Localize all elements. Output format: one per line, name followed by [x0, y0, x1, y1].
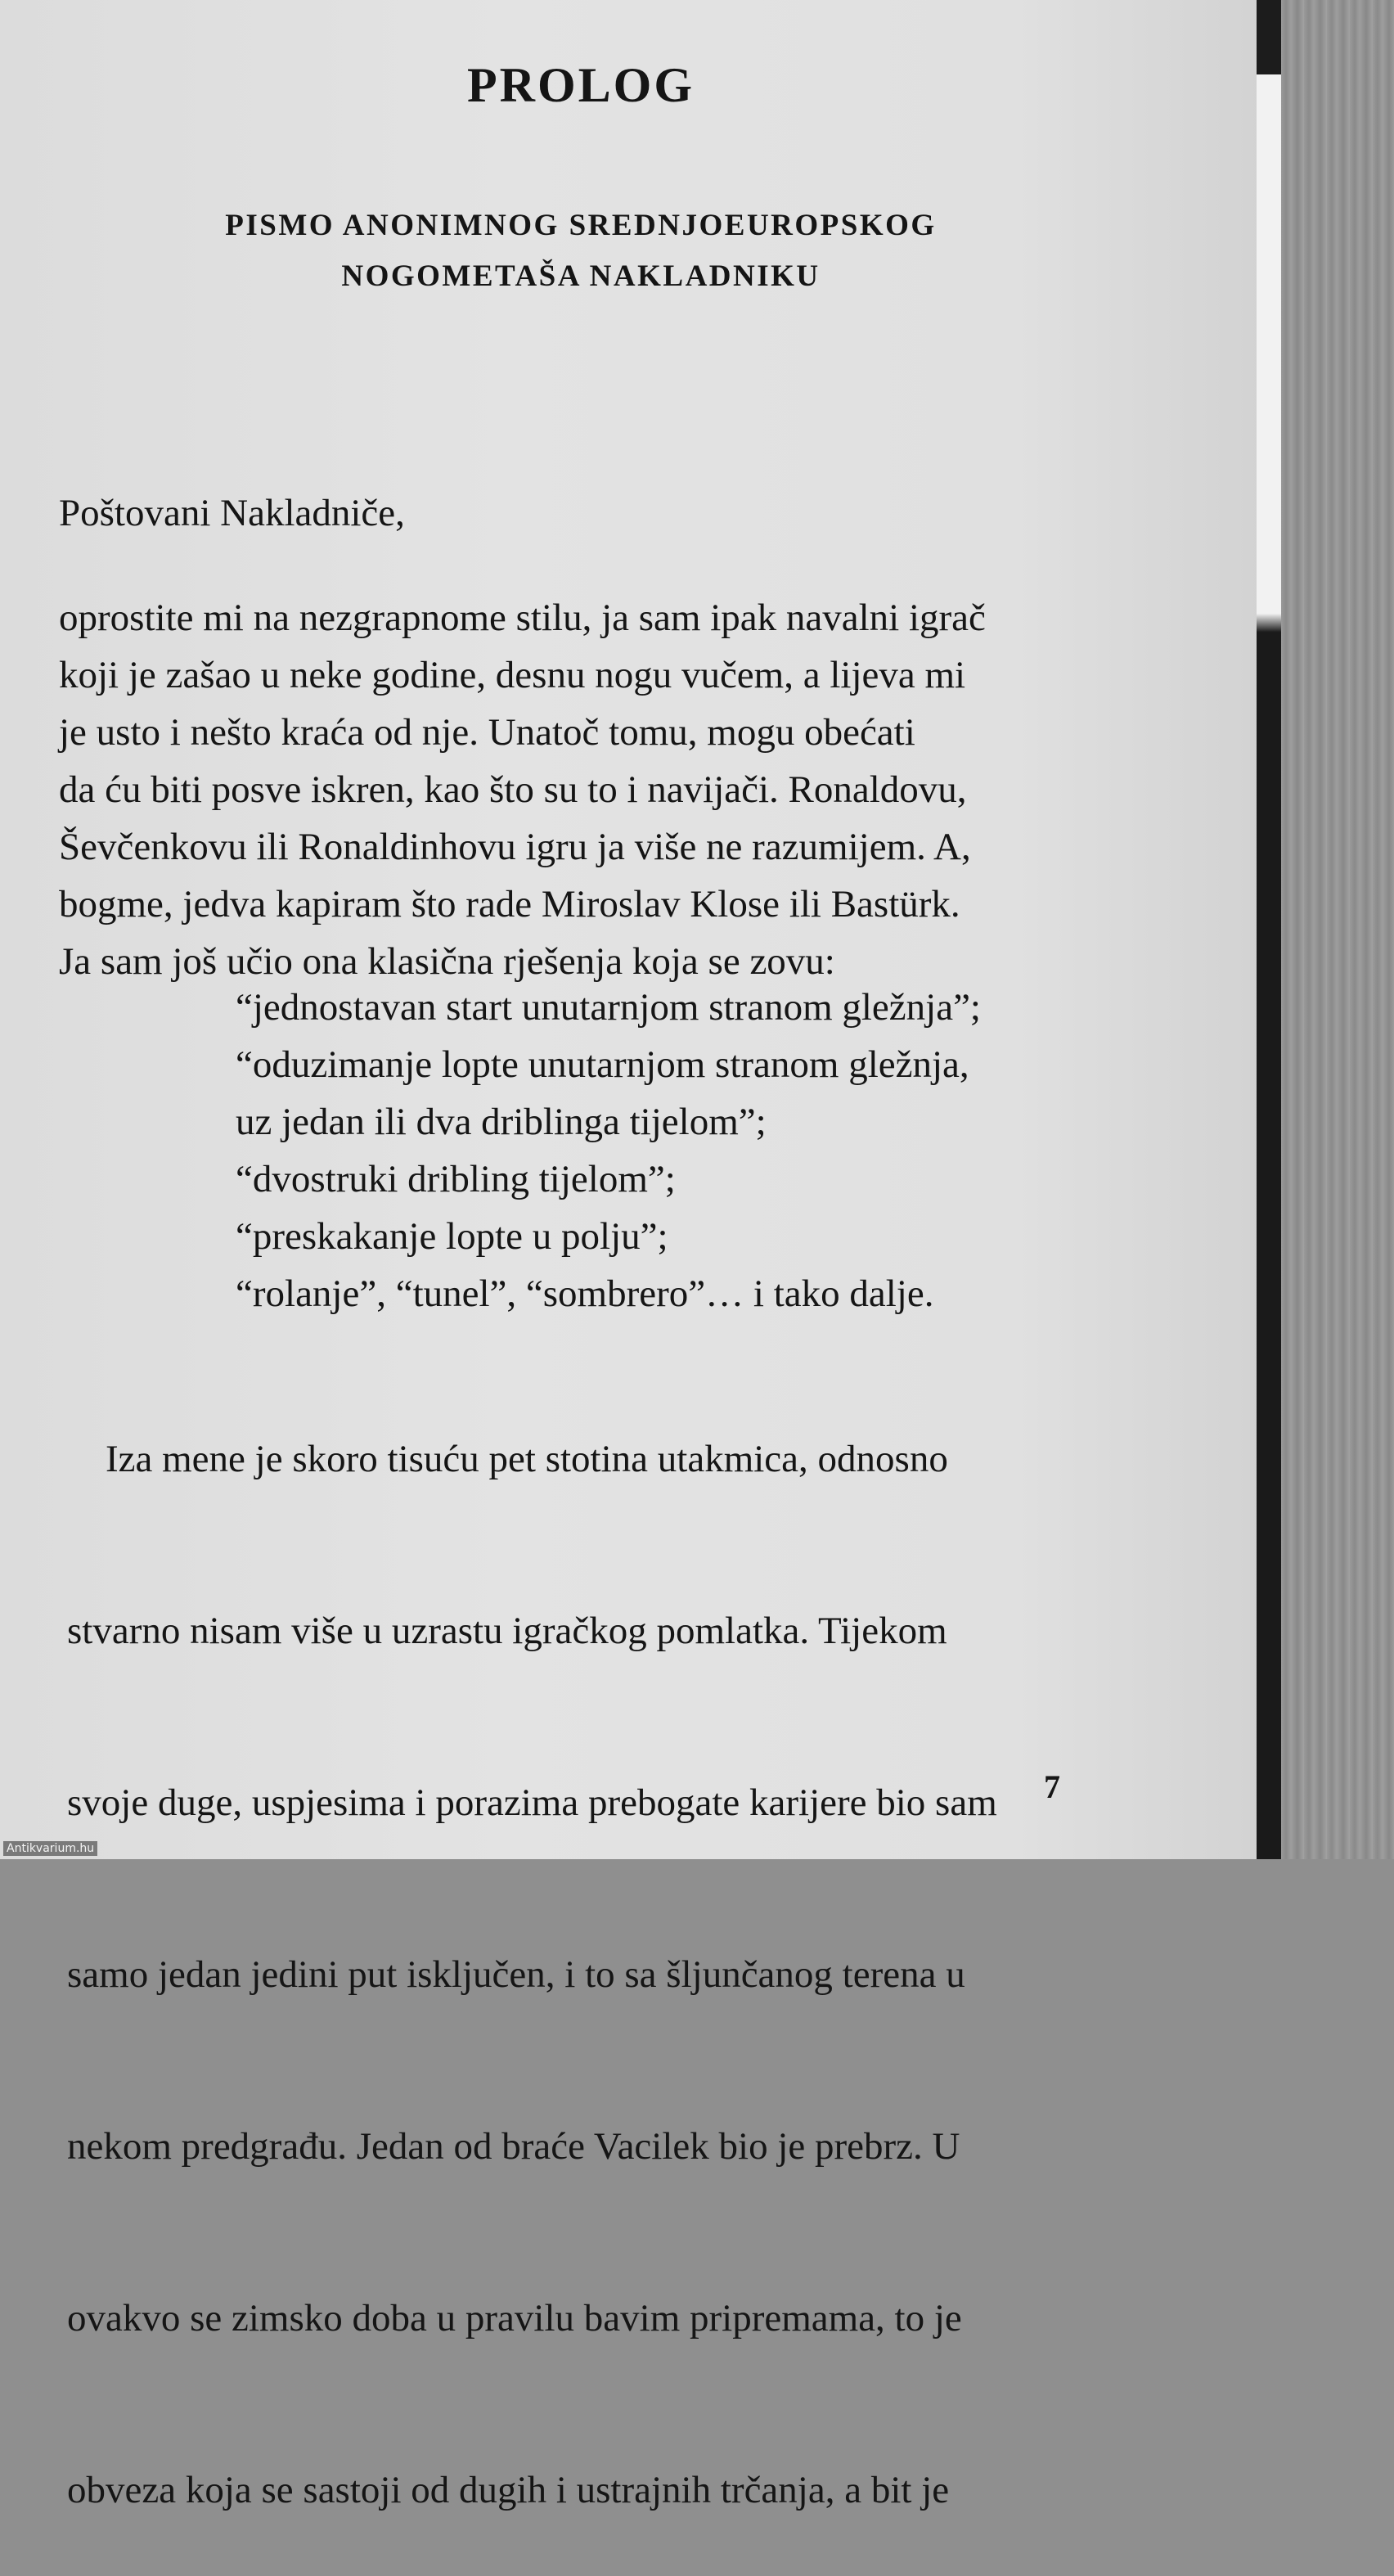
text-line: “preskakanje lopte u polju”; [236, 1215, 668, 1258]
text-line: svoje duge, uspjesima i porazima prebogate karijere bio sam [67, 1781, 997, 1824]
chapter-subtitle [0, 200, 1162, 302]
text-line: Ja sam još učio ona klasična rješenja koja se zovu: [59, 940, 835, 983]
text-line: ovakvo se zimsko doba u pravilu bavim pripremama, to je [67, 2297, 962, 2340]
text-line: oprostite mi na nezgrapnome stilu, ja sam ipak navalni igrač [59, 597, 986, 639]
indented-list [236, 979, 981, 1322]
watermark: Antikvarium.hu [3, 1841, 97, 1856]
text-line: bogme, jedva kapiram što rade Miroslav Klose ili Bastürk. [59, 883, 960, 925]
text-line: uz jedan ili dva driblinga tijelom”; [236, 1101, 767, 1143]
text-line: stvarno nisam više u uzrastu igračkog pomlatka. Tijekom [67, 1610, 947, 1652]
subtitle-line: NOGOMETAŠA NAKLADNIKU [341, 259, 821, 293]
paragraph-2 [67, 1316, 997, 2576]
paragraph-1 [59, 589, 1122, 990]
text-line: je usto i nešto kraća od nje. Unatoč tomu, mogu obećati [59, 711, 915, 754]
text-line: “rolanje”, “tunel”, “sombrero”… i tako dalje. [236, 1272, 934, 1315]
text-line: “oduzimanje lopte unutarnjom stranom gležnja, [236, 1043, 969, 1086]
text-line: Ševčenkovu ili Ronaldinhovu igru ja više ne razumijem. A, [59, 826, 971, 868]
text-line: Iza mene je skoro tisuću pet stotina utakmica, odnosno [67, 1438, 948, 1480]
text-line: “jednostavan start unutarnjom stranom gležnja”; [236, 986, 981, 1029]
page-edge [1257, 0, 1281, 1859]
text-line: “dvostruki dribling tijelom”; [236, 1158, 676, 1200]
chapter-title: PROLOG [466, 58, 695, 112]
salutation: Poštovani Nakladniče, [59, 492, 405, 534]
subtitle-line: PISMO ANONIMNOG SREDNJOEUROPSKOG [225, 209, 937, 242]
text-line: obveza koja se sastoji od dugih i ustrajnih trčanja, a bit je [67, 2469, 950, 2511]
text-line: da ću biti posve iskren, kao što su to i navijači. Ronaldovu, [59, 768, 967, 811]
text-line: samo jedan jedini put isključen, i to sa šljunčanog terena u [67, 1953, 965, 1996]
page-number: 7 [1044, 1768, 1060, 1805]
wooden-background [1281, 0, 1394, 1859]
text-line: koji je zašao u neke godine, desnu nogu vučem, a lijeva mi [59, 654, 966, 696]
text-line: nekom predgrađu. Jedan od braće Vacilek bio je prebrz. U [67, 2125, 960, 2168]
